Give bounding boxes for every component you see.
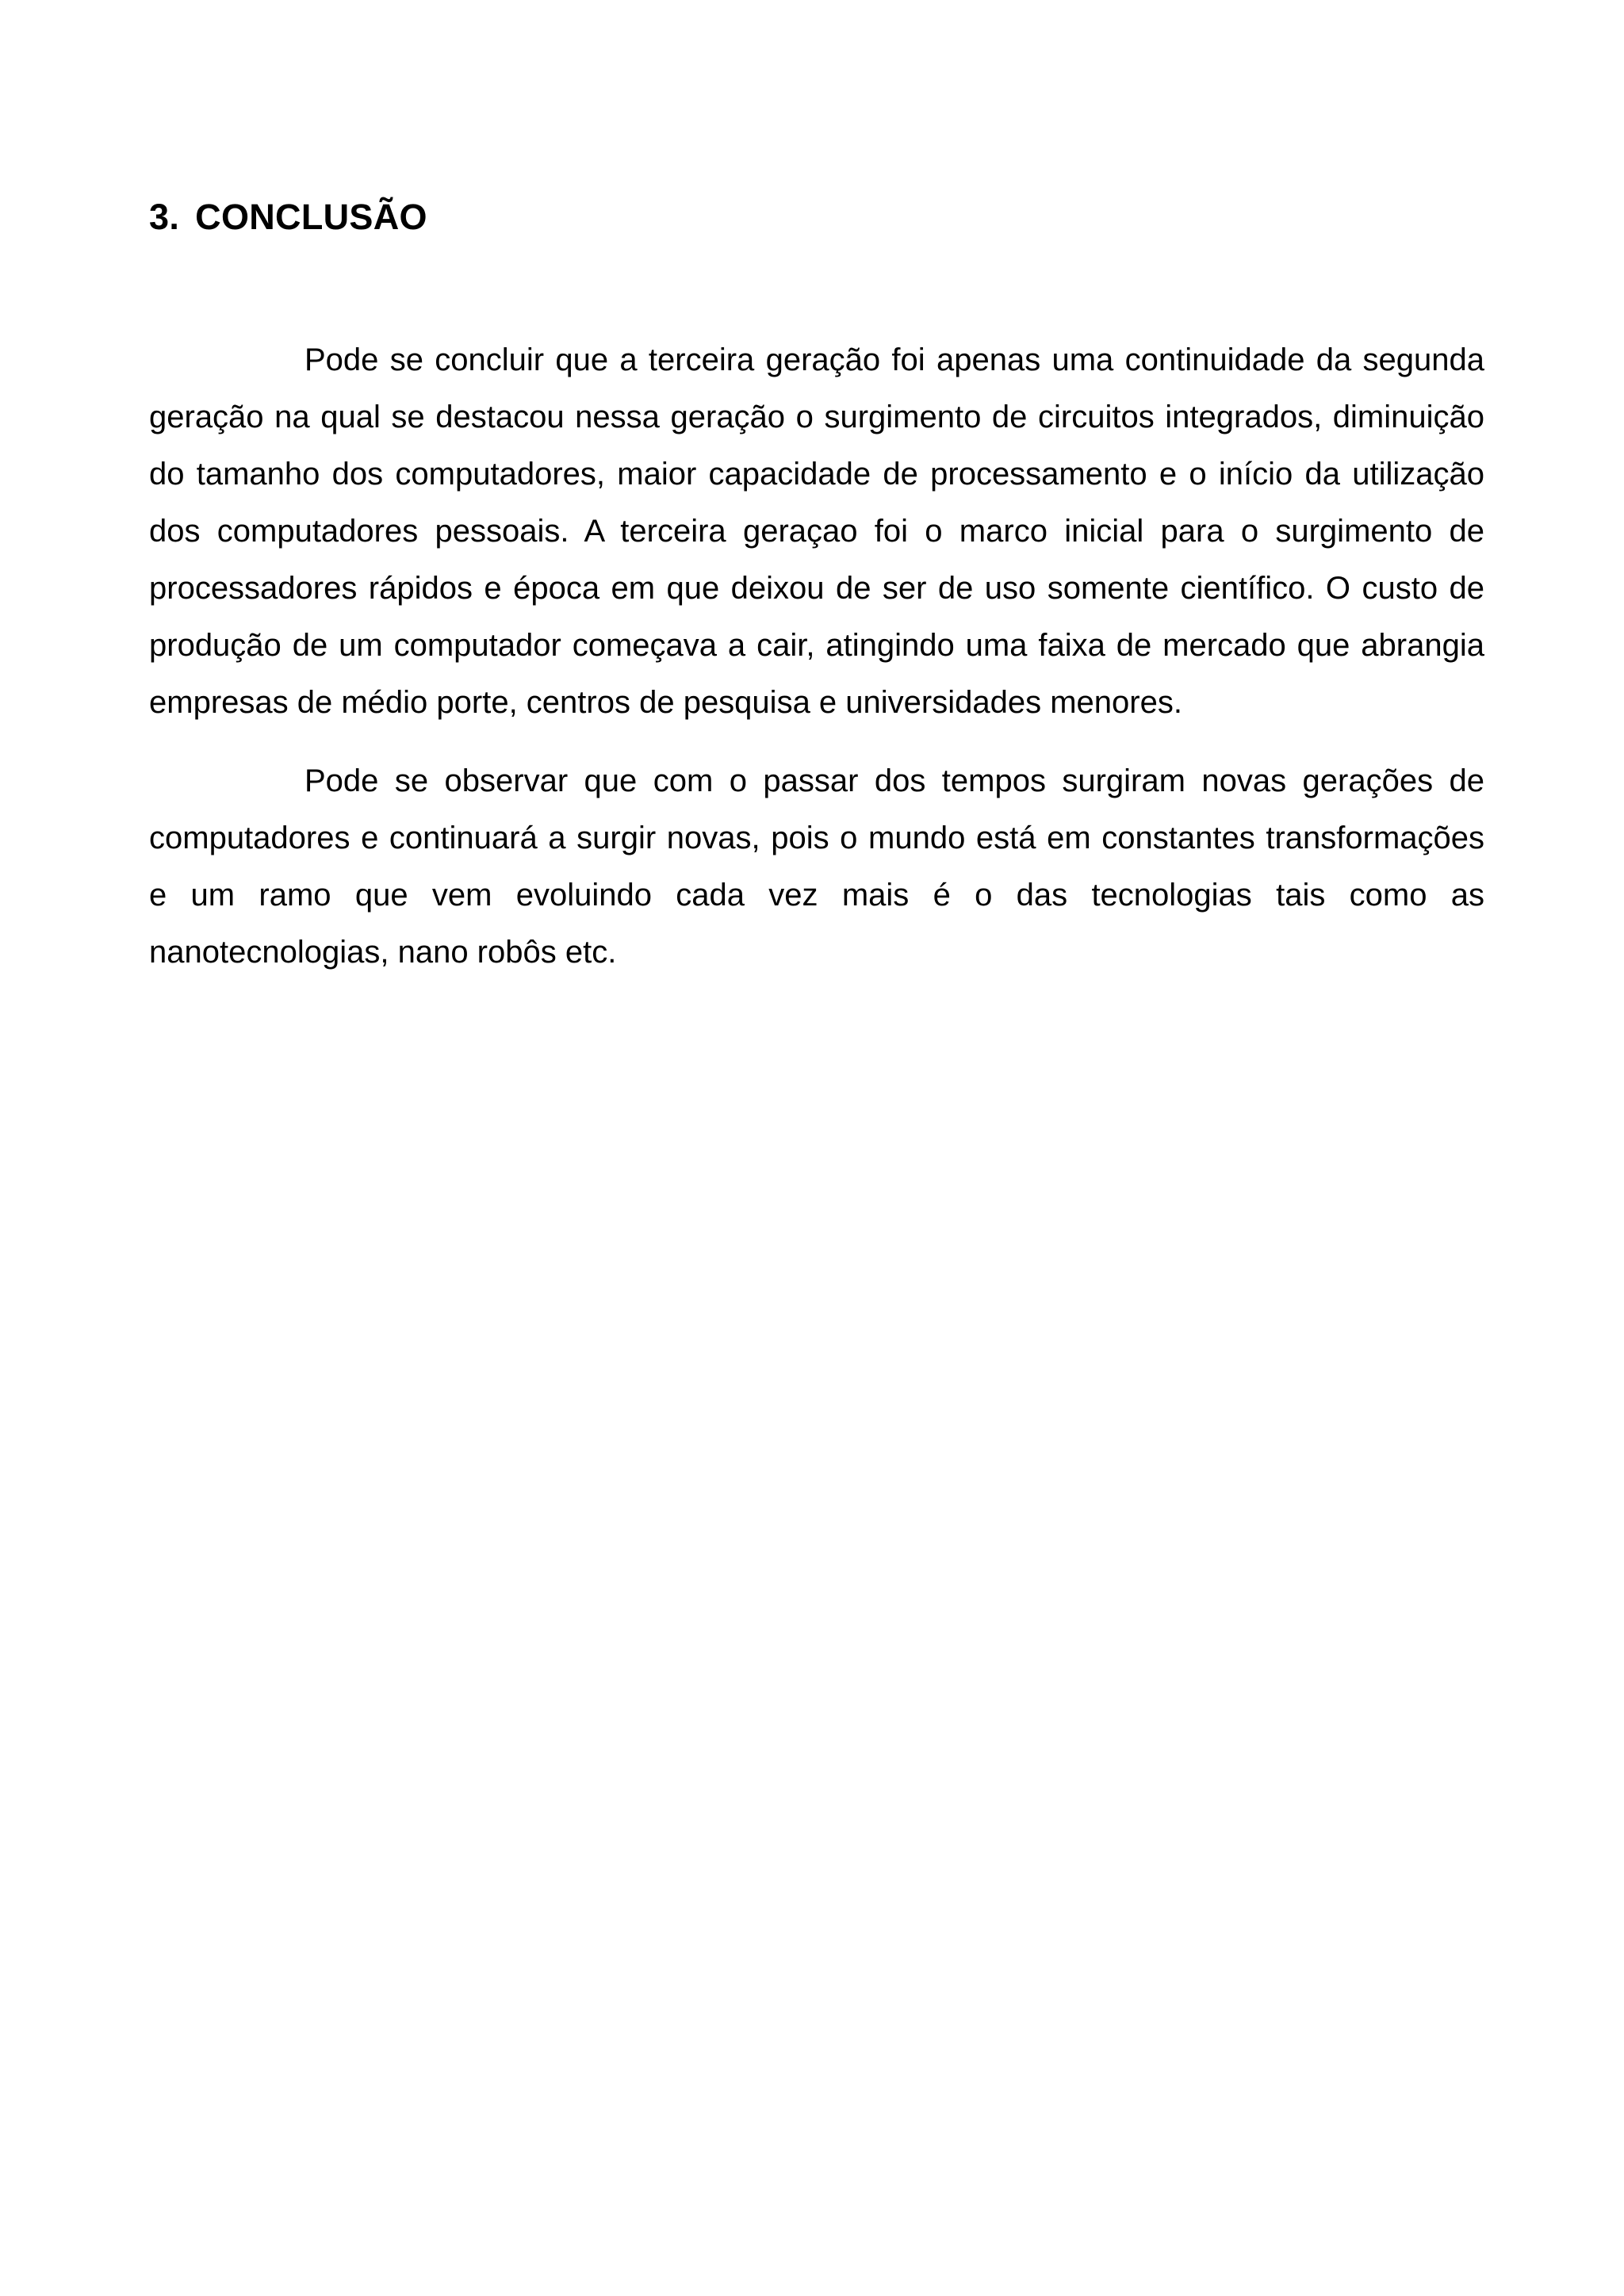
section-number: 3. <box>149 197 180 237</box>
paragraph-observation: Pode se observar que com o passar dos tempos surgiram novas gerações de computadores e continuará a surgir novas, pois o mundo está em constantes transformações e um ramo que vem evoluindo cada vez mais é o das tecnologias tais como as nanotecnologias, nano robôs etc. <box>149 763 1484 970</box>
section-heading <box>149 193 427 241</box>
paragraph-conclusion: Pode se concluir que a terceira geração foi apenas uma continuidade da segunda geração na qual se destacou nessa geração o surgimento de circuitos integrados, diminuição do tamanho dos computadores, maior capacidade de processamento e o início da utilização dos computadores pessoais. A terceira geraçao foi o marco inicial para o surgimento de processadores rápidos e época em que deixou de ser de uso somente científico. O custo de produção de um computador começava a cair, atingindo uma faixa de mercado que abrangia empresas de médio porte, centros de pesquisa e universidades menores. <box>149 342 1484 720</box>
section-title: CONCLUSÃO <box>195 197 427 237</box>
body-text <box>149 331 1484 1002</box>
